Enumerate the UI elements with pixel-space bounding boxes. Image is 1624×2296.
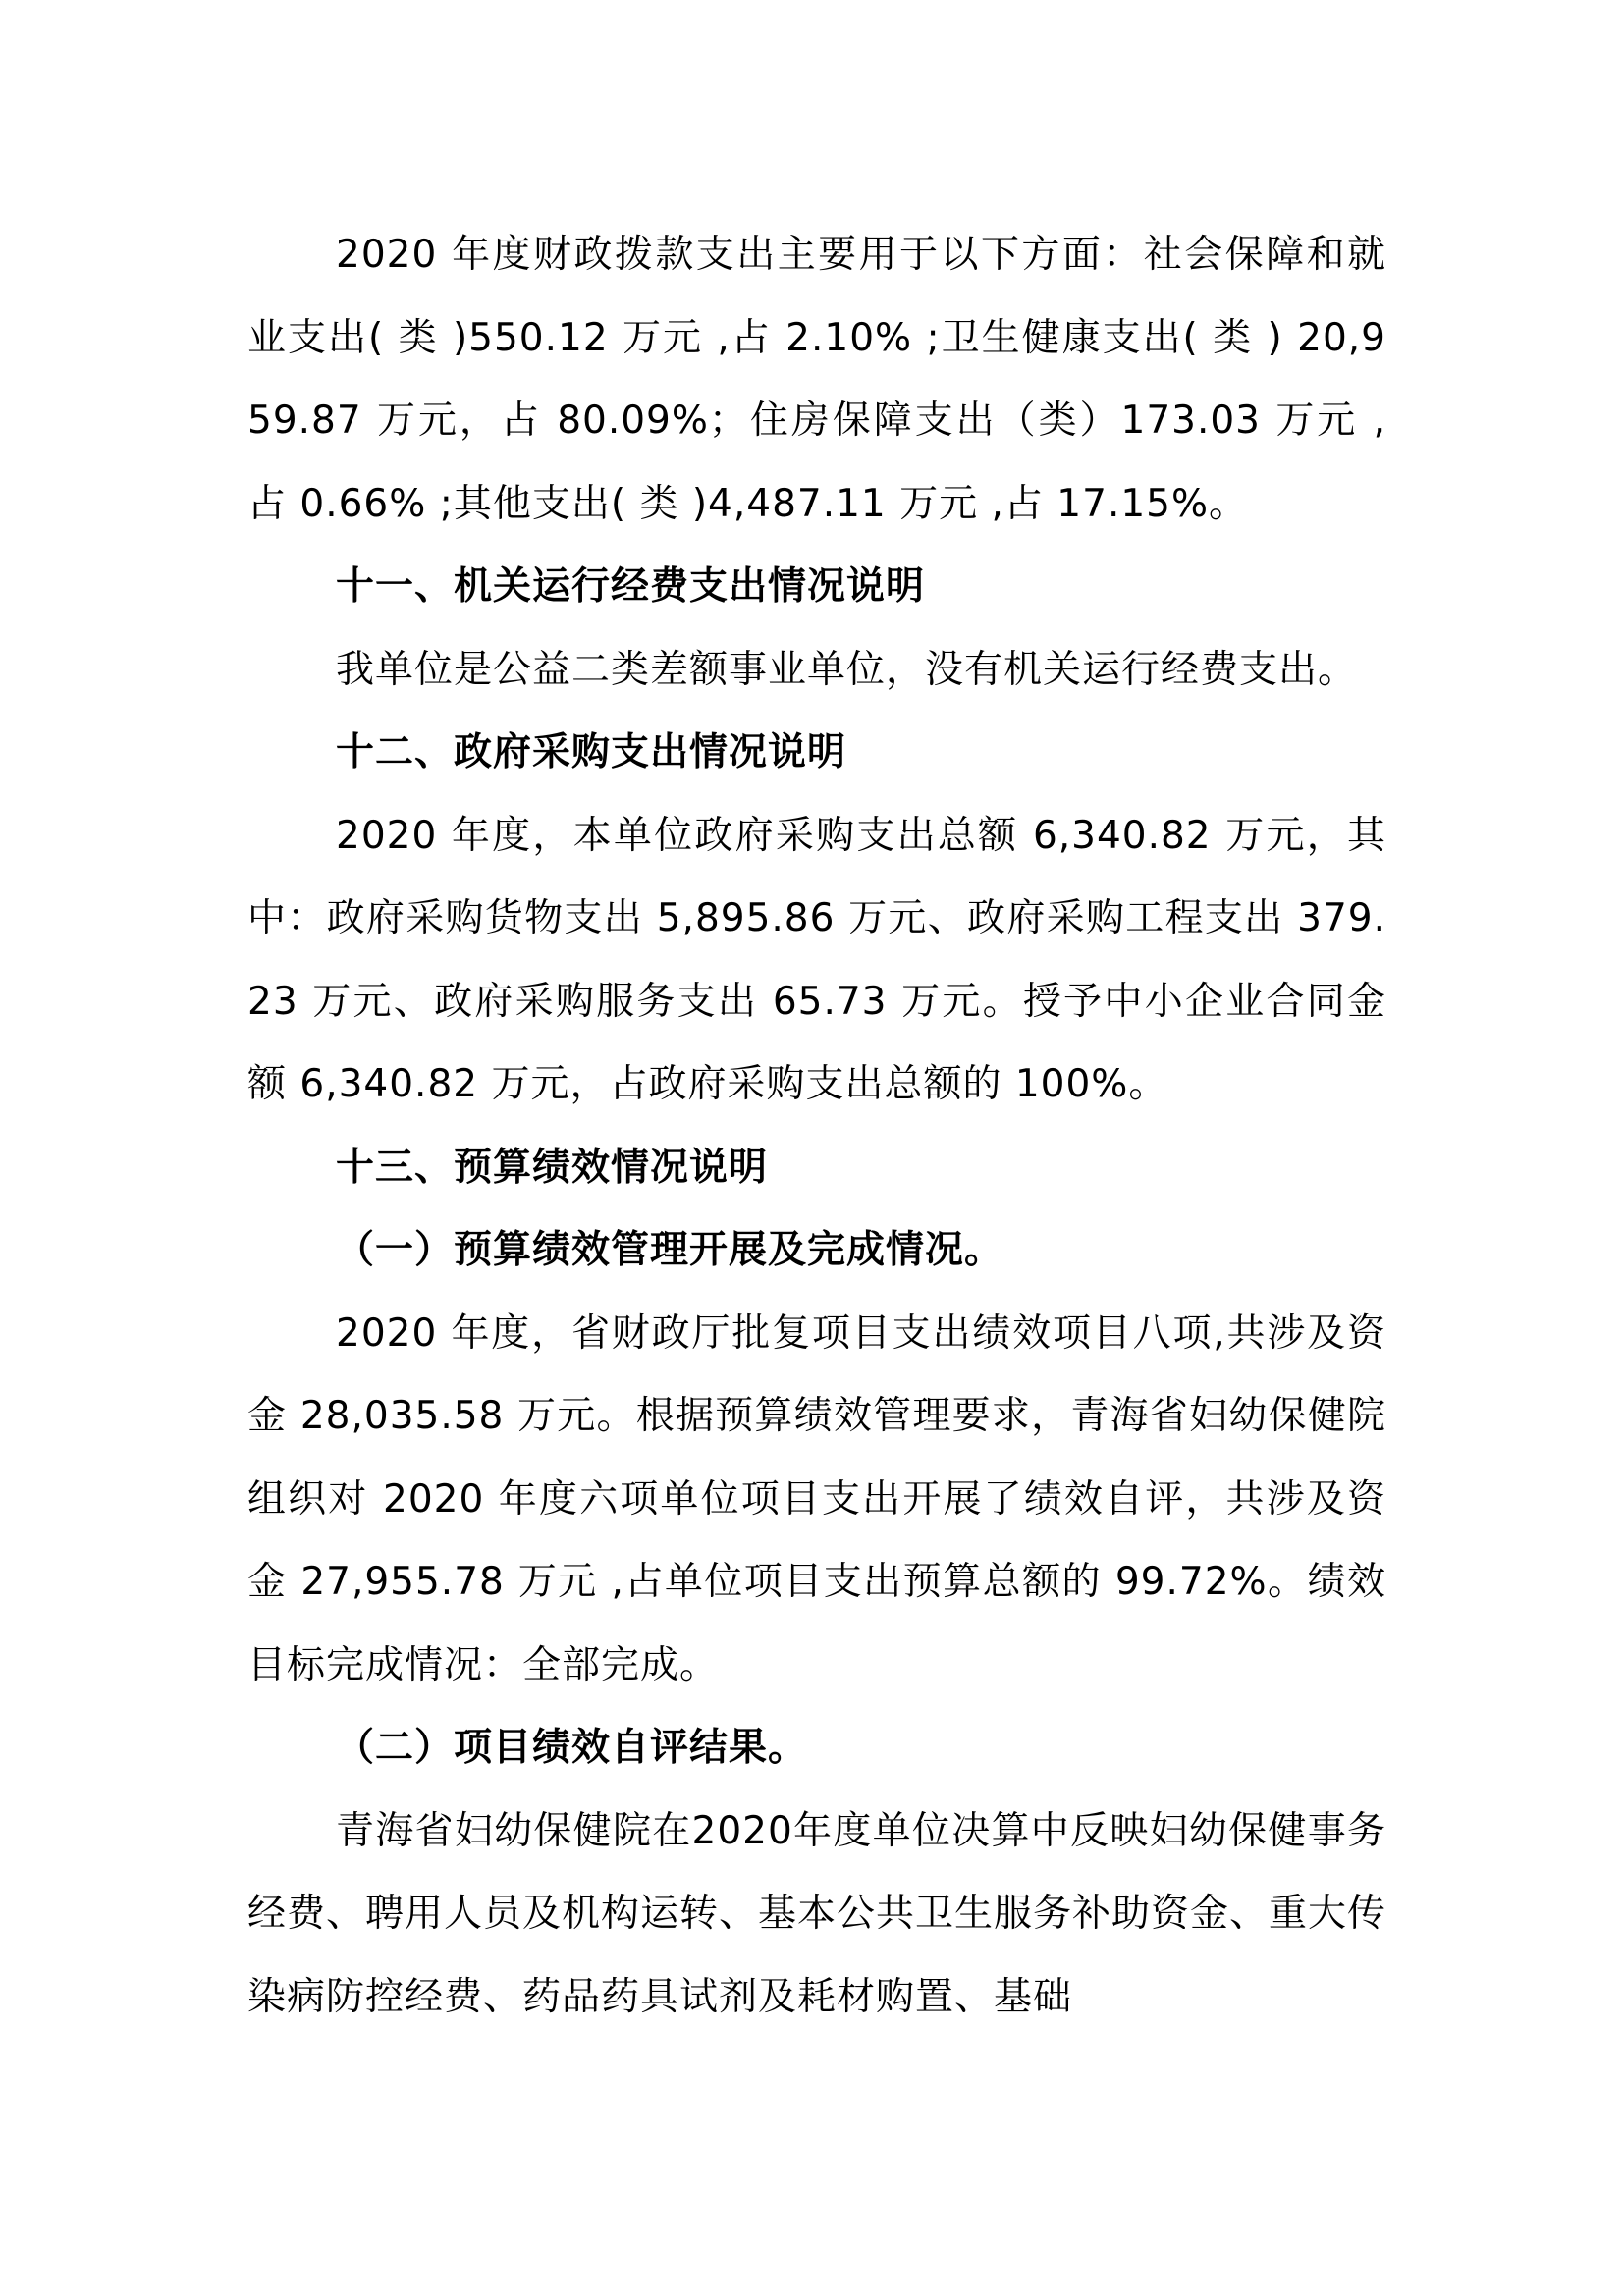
paragraph-operating-expenses: 我单位是公益二类差额事业单位，没有机关运行经费支出。 [336,647,1358,692]
subheading-13-2: （二）项目绩效自评结果。 [336,1726,808,1770]
document-page [247,214,1386,2039]
paragraph-expenditure-breakdown: 2020 年度财政拨款支出主要用于以下方面：社会保障和就业支出( 类 )550.12 万元 ,占 2.10% ;卫生健康支出( 类 ) 20,959.87 万元，占 80.09%；住房保障支出（类）173.03 万元 ,占 0.66% ;其他支出( 类 )4,487.11 万元 ,占 17.15%。 [247,233,1386,526]
paragraph-self-evaluation: 青海省妇幼保健院在2020年度单位决算中反映妇幼保健事务经费、聘用人员及机构运转、基本公共卫生服务补助资金、重大传染病防控经费、药品药具试剂及耗材购置、基础 [247,1808,1387,2019]
heading-section-11: 十一、机关运行经费支出情况说明 [336,564,926,609]
subheading-13-1: （一）预算绩效管理开展及完成情况。 [336,1228,1004,1272]
paragraph-performance-management: 2020 年度，省财政厅批复项目支出绩效项目八项,共涉及资金 28,035.58 万元。根据预算绩效管理要求，青海省妇幼保健院组织对 2020 年度六项单位项目支出开展了绩效自评，共涉及资金 27,955.78 万元 ,占单位项目支出预算总额的 99.72%。绩效目标完成情况：全部完成。 [247,1310,1386,1687]
heading-section-13: 十三、预算绩效情况说明 [336,1145,769,1190]
paragraph-procurement: 2020 年度，本单位政府采购支出总额 6,340.82 万元，其中：政府采购货物支出 5,895.86 万元、政府采购工程支出 379.23 万元、政府采购服务支出 65.73 万元。授予中小企业合同金额 6,340.82 万元，占政府采购支出总额的 100%。 [247,813,1386,1106]
heading-section-12: 十二、政府采购支出情况说明 [336,730,847,774]
